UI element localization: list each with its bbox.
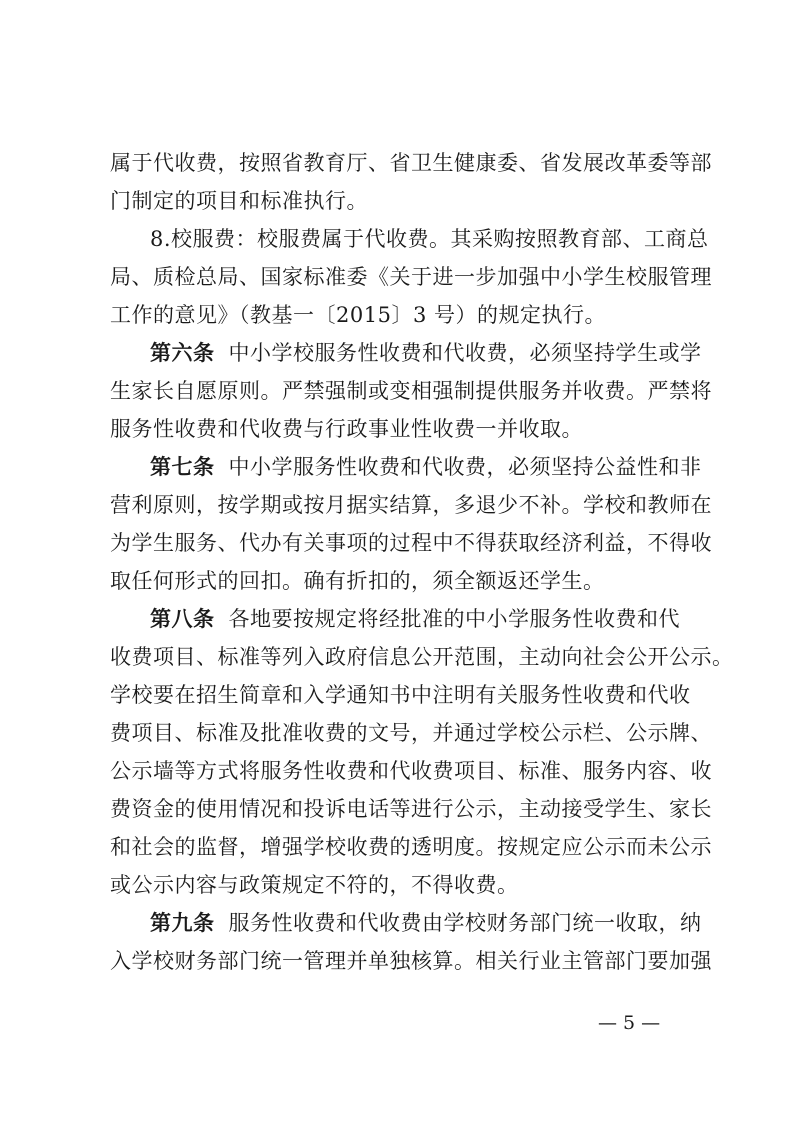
text-line: 为学生服务、代办有关事项的过程中不得获取经济利益，不得收 xyxy=(110,531,712,555)
page-number: — 5 — xyxy=(598,1012,661,1034)
text-line: 局、质检总局、国家标准委《关于进一步加强中小学生校服管理 xyxy=(110,265,712,289)
text-line: 生家长自愿原则。严禁强制或变相强制提供服务并收费。严禁将 xyxy=(110,379,712,403)
text-line: 工作的意见》（教基一〔2015〕3 号）的规定执行。 xyxy=(110,303,606,327)
article-6-heading: 第六条 xyxy=(150,340,215,365)
text-line: 和社会的监督，增强学校收费的透明度。按规定应公示而未公示 xyxy=(110,835,712,859)
text-line: 取任何形式的回扣。确有折扣的，须全额返还学生。 xyxy=(110,569,605,593)
article-6-first-line xyxy=(150,338,740,368)
text-line: 或公示内容与政策规定不符的，不得收费。 xyxy=(110,873,519,897)
article-7-first-line xyxy=(150,452,740,482)
text-line: 费项目、标准及批准收费的文号，并通过学校公示栏、公示牌、 xyxy=(110,721,712,745)
text-line: 8.校服费：校服费属于代收费。其采购按照教育部、工商总 xyxy=(150,227,709,251)
text-line: 服务性收费和代收费与行政事业性收费一并收取。 xyxy=(110,417,583,441)
article-9-heading: 第九条 xyxy=(150,910,215,935)
article-9-first-line xyxy=(150,908,740,938)
text-line: 收费项目、标准等列入政府信息公开范围，主动向社会公开公示。 xyxy=(110,645,734,669)
text-line: 费资金的使用情况和投诉电话等进行公示，主动接受学生、家长 xyxy=(110,797,712,821)
article-8-first-line xyxy=(150,604,740,634)
text-line: 服务性收费和代收费由学校财务部门统一收取，纳 xyxy=(228,911,702,935)
article-7-heading: 第七条 xyxy=(150,454,215,479)
text-line: 营利原则，按学期或按月据实结算，多退少不补。学校和教师在 xyxy=(110,493,712,517)
text-line: 入学校财务部门统一管理并单独核算。相关行业主管部门要加强 xyxy=(110,949,712,973)
article-8-heading: 第八条 xyxy=(150,606,215,631)
text-line: 各地要按规定将经批准的中小学服务性收费和代 xyxy=(228,607,680,631)
text-line: 门制定的项目和标准执行。 xyxy=(110,189,368,213)
text-line: 学校要在招生简章和入学通知书中注明有关服务性收费和代收 xyxy=(110,683,691,707)
text-line: 属于代收费，按照省教育厅、省卫生健康委、省发展改革委等部 xyxy=(110,151,712,175)
text-line: 中小学服务性收费和代收费，必须坚持公益性和非 xyxy=(228,455,702,479)
text-line: 公示墙等方式将服务性收费和代收费项目、标准、服务内容、收 xyxy=(110,759,712,783)
text-line: 中小学校服务性收费和代收费，必须坚持学生或学 xyxy=(228,341,702,365)
